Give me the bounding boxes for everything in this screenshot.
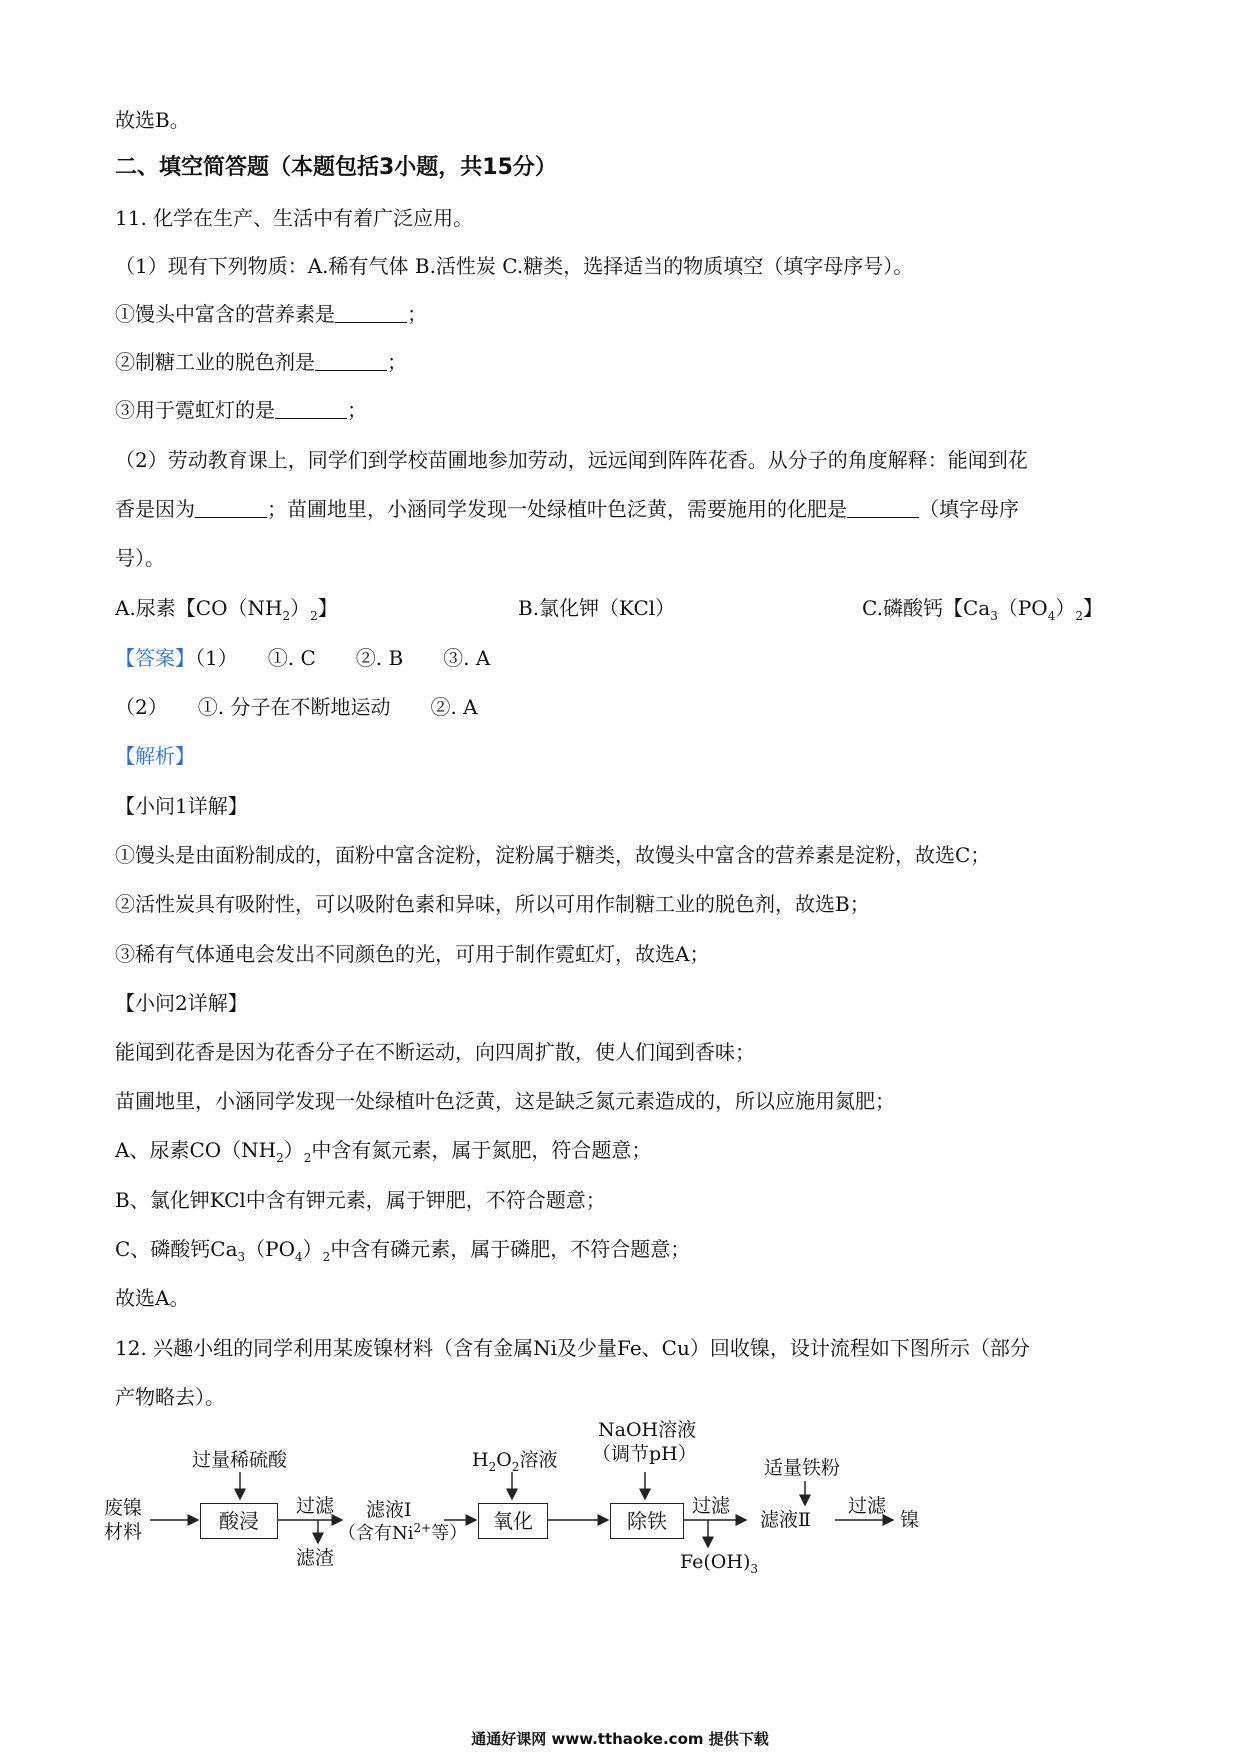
text: （填字母序	[919, 497, 1019, 521]
answer-line-1	[115, 644, 490, 672]
residue-label	[296, 1547, 334, 1569]
subquestion-1-heading	[115, 792, 248, 820]
explanation-6	[115, 1136, 651, 1164]
explanation-5	[115, 1087, 895, 1115]
filter-label-2	[692, 1495, 730, 1517]
text: C、磷酸钙Ca	[115, 1237, 238, 1261]
text: （含有Ni	[338, 1523, 414, 1544]
reagent-acid	[192, 1449, 287, 1471]
text: 材料	[104, 1521, 143, 1543]
precipitate-label	[680, 1551, 758, 1576]
text: 废镍	[104, 1497, 143, 1519]
subscript: 2	[322, 1250, 331, 1264]
answer-blank	[335, 304, 407, 323]
text: 中含有氮元素，属于氮肥，符合题意；	[311, 1138, 652, 1162]
text: （PO	[997, 596, 1048, 620]
answer-blank	[275, 400, 347, 419]
reagent-naoh-note	[592, 1443, 697, 1465]
text: 号）。	[115, 546, 165, 570]
text: 【小问1详解】	[115, 794, 248, 818]
subscript: 3	[237, 1250, 246, 1264]
text: 滤渣	[296, 1547, 335, 1569]
text: ）	[290, 596, 311, 620]
text: 故选B。	[115, 108, 190, 132]
text: ）	[283, 1138, 304, 1162]
text: A.尿素【CO（NH	[115, 596, 283, 620]
text: （调节pH）	[592, 1443, 697, 1465]
text: 二、填空简答题（本题包括3小题，共15分）	[115, 155, 557, 180]
text: 过滤	[296, 1495, 335, 1517]
text: （2） ①. 分子在不断地运动 ②. A	[115, 695, 478, 719]
text: （1）现有下列物质：A.稀有气体 B.活性炭 C.糖类，选择适当的物质填空（填字母序号）。	[115, 254, 914, 278]
filtrate-1-label	[366, 1499, 412, 1521]
text: Fe(OH)	[680, 1551, 751, 1573]
process-flowchart	[100, 1415, 1000, 1585]
superscript: 2+	[413, 1521, 432, 1535]
text: ①馒头中富含的营养素是	[115, 302, 335, 326]
question-11-part2-end	[115, 544, 165, 572]
text: 氧化	[493, 1509, 533, 1533]
text: 滤液Ⅱ	[760, 1509, 811, 1531]
text: H	[472, 1449, 489, 1471]
text: 能闻到花香是因为花香分子在不断运动，向四周扩散，使人们闻到香味；	[115, 1040, 755, 1064]
reagent-iron-powder	[764, 1457, 840, 1479]
filter-label-1	[296, 1495, 334, 1517]
subscript: 2	[282, 609, 291, 623]
text: 滤液Ⅰ	[366, 1499, 412, 1521]
subscript: 2	[310, 609, 318, 623]
text: ；	[347, 398, 367, 422]
text: 镍	[900, 1509, 920, 1531]
start-material	[104, 1497, 142, 1519]
product-nickel	[900, 1509, 919, 1531]
text: ①馒头是由面粉制成的，面粉中富含淀粉，淀粉属于糖类，故馒头中富含的营养素是淀粉，故选C；	[115, 843, 991, 867]
subscript: 4	[1047, 609, 1056, 623]
subscript: 2	[303, 1151, 312, 1165]
explanation-4	[115, 1038, 755, 1066]
text: ；苗圃地里，小涵同学发现一处绿植叶色泛黄，需要施用的化肥是	[267, 497, 847, 521]
filtrate-1-note	[338, 1523, 467, 1545]
footer-text: 通通好课网 www.tthaoke.com 提供下载	[471, 1730, 769, 1748]
subquestion-2-heading	[115, 989, 248, 1017]
text: 】	[1082, 596, 1103, 620]
question-11-part2-cont	[115, 495, 1019, 523]
question-12-stem	[115, 1334, 1030, 1362]
text: 】	[317, 596, 338, 620]
answer-tag: 【答案】	[115, 646, 195, 670]
subscript: 2	[511, 1459, 520, 1474]
start-material-2	[104, 1521, 142, 1543]
text: 【解析】	[115, 744, 195, 768]
explanation-8	[115, 1235, 690, 1263]
subscript: 2	[1075, 609, 1083, 623]
step-acid-leach	[200, 1503, 278, 1539]
text: ③稀有气体通电会发出不同颜色的光，可用于制作霓虹灯，故选A；	[115, 942, 710, 966]
subscript: 3	[990, 609, 998, 623]
subscript: 2	[276, 1151, 284, 1165]
filtrate-2-label	[760, 1509, 811, 1531]
subscript: 2	[488, 1459, 497, 1474]
text: 【小问2详解】	[115, 991, 248, 1015]
option-b	[518, 594, 675, 622]
question-11-stem	[115, 204, 473, 232]
text: ）	[302, 1237, 323, 1261]
text: （PO	[245, 1237, 296, 1261]
reagent-h2o2	[472, 1449, 558, 1474]
text: ②制糖工业的脱色剂是	[115, 350, 315, 374]
answer-line-2	[115, 693, 478, 721]
conclusion-line	[115, 106, 190, 134]
text: 等）	[431, 1523, 468, 1544]
text: 溶液	[519, 1449, 558, 1471]
text: （2）劳动教育课上，同学们到学校苗圃地参加劳动，远远闻到阵阵花香。从分子的角度解释：能闻到花	[115, 448, 1028, 472]
text: C.磷酸钙【Ca	[862, 596, 991, 620]
text: 苗圃地里，小涵同学发现一处绿植叶色泛黄，这是缺乏氮元素造成的，所以应施用氮肥；	[115, 1089, 895, 1113]
blank-line-3	[115, 396, 367, 424]
text: 酸浸	[219, 1509, 259, 1533]
question-11-part2	[115, 446, 1028, 474]
step-remove-iron	[610, 1503, 684, 1539]
text: 适量铁粉	[764, 1457, 841, 1479]
answer-blank	[847, 499, 919, 518]
text: A、尿素CO（NH	[115, 1138, 277, 1162]
text: ；	[407, 302, 427, 326]
text: （1） ①. C ②. B ③. A	[195, 646, 491, 670]
text: 12. 兴趣小组的同学利用某废镍材料（含有金属Ni及少量Fe、Cu）回收镍，设计流程如下图所示（部分	[115, 1336, 1030, 1360]
text: B、氯化钾KCl中含有钾元素，属于钾肥，不符合题意；	[115, 1188, 606, 1212]
text: 除铁	[627, 1509, 667, 1533]
text: 产物略去）。	[115, 1385, 225, 1409]
blank-line-2	[115, 348, 407, 376]
text: ；	[387, 350, 407, 374]
text: 过滤	[848, 1495, 887, 1517]
subscript: 4	[295, 1250, 303, 1264]
text: 故选A。	[115, 1286, 190, 1310]
text: 11. 化学在生产、生活中有着广泛应用。	[115, 206, 474, 230]
subscript: 3	[750, 1561, 758, 1576]
text: ②活性炭具有吸附性，可以吸附色素和异味，所以可用作制糖工业的脱色剂，故选B；	[115, 892, 870, 916]
explanation-1	[115, 841, 990, 869]
text: 香是因为	[115, 497, 195, 521]
analysis-tag	[115, 742, 195, 770]
explanation-2	[115, 890, 870, 918]
text: 过滤	[692, 1495, 731, 1517]
text: ③用于霓虹灯的是	[115, 398, 275, 422]
text: ）	[1055, 596, 1076, 620]
text: NaOH溶液	[598, 1419, 697, 1441]
step-oxidize	[478, 1503, 548, 1539]
option-a	[115, 594, 338, 622]
text: 过量稀硫酸	[192, 1449, 288, 1471]
explanation-3	[115, 940, 709, 968]
answer-blank	[315, 352, 387, 371]
option-c	[862, 594, 1103, 622]
text: B.氯化钾（KCl）	[518, 596, 676, 620]
filter-label-3	[848, 1495, 886, 1517]
explanation-9	[115, 1284, 189, 1312]
question-11-part1	[115, 252, 913, 280]
reagent-naoh	[598, 1419, 696, 1441]
question-12-stem-cont	[115, 1383, 225, 1411]
blank-line-1	[115, 300, 427, 328]
page-footer	[0, 1728, 1240, 1749]
explanation-7	[115, 1186, 606, 1214]
text: O	[496, 1449, 512, 1471]
section-title	[115, 154, 557, 182]
text: 中含有磷元素，属于磷肥，不符合题意；	[330, 1237, 691, 1261]
answer-blank	[195, 499, 267, 518]
